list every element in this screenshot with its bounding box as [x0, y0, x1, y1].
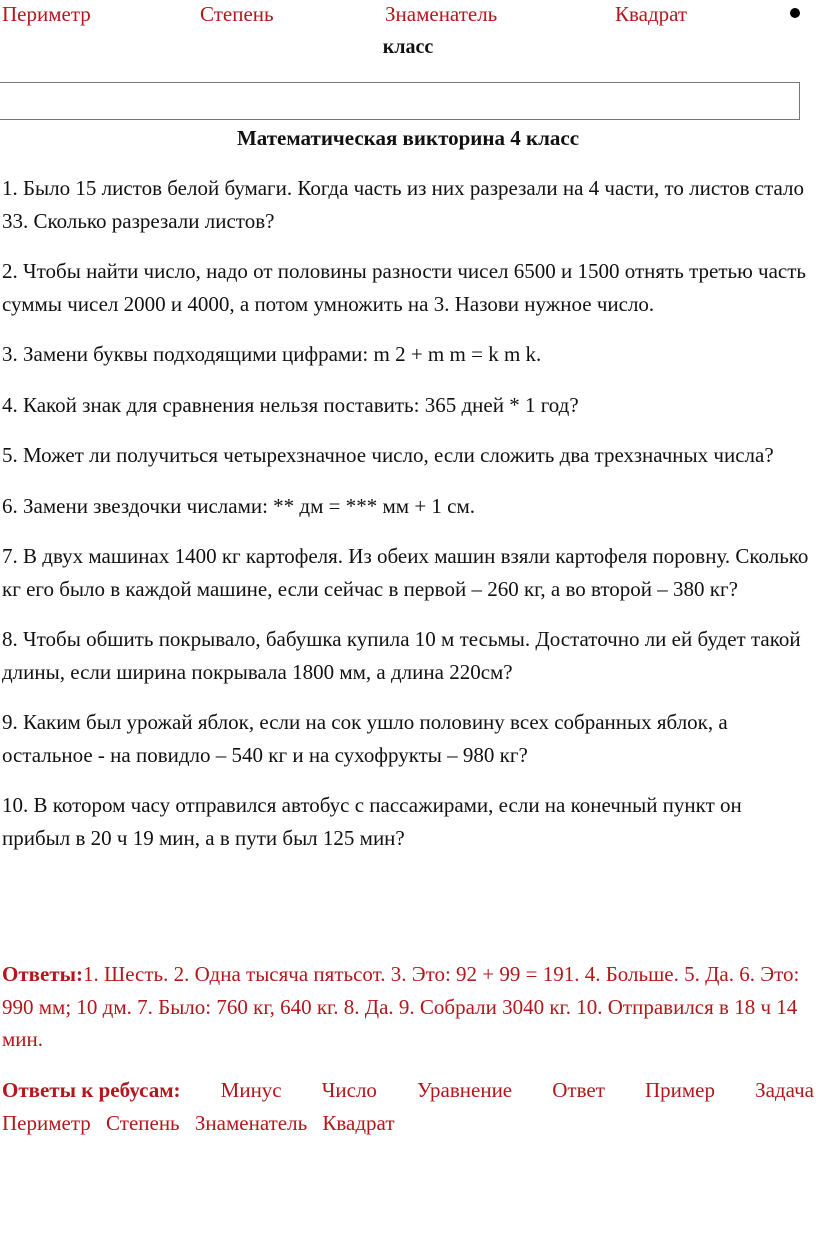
empty-box [0, 82, 800, 120]
top-word: Квадрат [615, 2, 688, 26]
rebus-word: Периметр [2, 1110, 91, 1135]
answers-label: Ответы: [2, 962, 84, 986]
question-item: 2. Чтобы найти число, надо от половины разности чисел 6500 и 1500 отнять третью часть суммы чисел 2000 и 4000, а потом умножить на 3. Назови нужное число. [2, 259, 806, 316]
answers-text: 1. Шесть. 2. Одна тысяча пятьсот. 3. Это: 92 + 99 = 191. 4. Больше. 5. Да. 6. Это: 990 мм; 10 дм. 7. Было: 760 кг, 640 кг. 8. Да. 9. Собрали 3040 кг. 10. Отправился в 18 ч 14 мин. [2, 962, 800, 1051]
top-word: Знаменатель [385, 2, 498, 26]
question-item: 3. Замени буквы подходящими цифрами: m 2 + m m = k m k. [2, 342, 542, 366]
rebus-word: Задача [755, 1078, 814, 1102]
rebus-line [2, 1074, 814, 1107]
question-item: 1. Было 15 листов белой бумаги. Когда часть из них разрезали на 4 части, то листов стало 33. Сколько разрезали листов? [2, 176, 805, 233]
rebus-word: Пример [644, 1078, 715, 1102]
rebus-line [2, 1107, 814, 1140]
question-item: 6. Замени звездочки числами: ** дм = *** мм + 1 см. [2, 493, 476, 518]
question-item: 5. Может ли получиться четырехзначное число, если сложить два трехзначных числа? [2, 443, 774, 467]
rebus-word: Число [321, 1078, 377, 1102]
rebus-word: Степень [106, 1110, 180, 1135]
page-title: Математическая викторина 4 класс [236, 126, 580, 150]
answers-block [2, 958, 814, 1056]
class-label: класс [382, 36, 434, 58]
top-word-row [0, 2, 816, 32]
question-item: 4. Какой знак для сравнения нельзя поставить: 365 дней * 1 год? [2, 392, 579, 417]
question-item: 7. В двух машинах 1400 кг картофеля. Из обеих машин взяли картофеля поровну. Сколько кг его было в каждой машине, если сейчас в первой – 260 кг, а во второй – 380 кг? [2, 544, 809, 601]
rebus-label: Ответы к ребусам: [2, 1078, 181, 1102]
rebus-answers-block [2, 1074, 814, 1139]
top-word: Периметр [2, 2, 91, 26]
rebus-word: Уравнение [417, 1078, 513, 1102]
rebus-word: Минус [220, 1078, 282, 1102]
question-item: 10. В котором часу отправился автобус с пассажирами, если на конечный пункт он прибыл в 20 ч 19 мин, а в пути был 125 мин? [2, 793, 742, 850]
rebus-word: Ответ [552, 1078, 605, 1102]
top-word: Степень [200, 2, 274, 26]
question-item: 8. Чтобы обшить покрывало, бабушка купила 10 м тесьмы. Достаточно ли ей будет такой длины, если ширина покрывала 1800 мм, а длина 220см? [2, 627, 801, 684]
question-item: 9. Каким был урожай яблок, если на сок ушло половину всех собранных яблок, а остальное - на повидло – 540 кг и на сухофрукты – 980 кг? [2, 710, 728, 767]
question-list [2, 172, 812, 872]
rebus-word: Знаменатель [194, 1110, 308, 1135]
rebus-word: Квадрат [322, 1110, 395, 1135]
bullet-icon [790, 8, 800, 18]
